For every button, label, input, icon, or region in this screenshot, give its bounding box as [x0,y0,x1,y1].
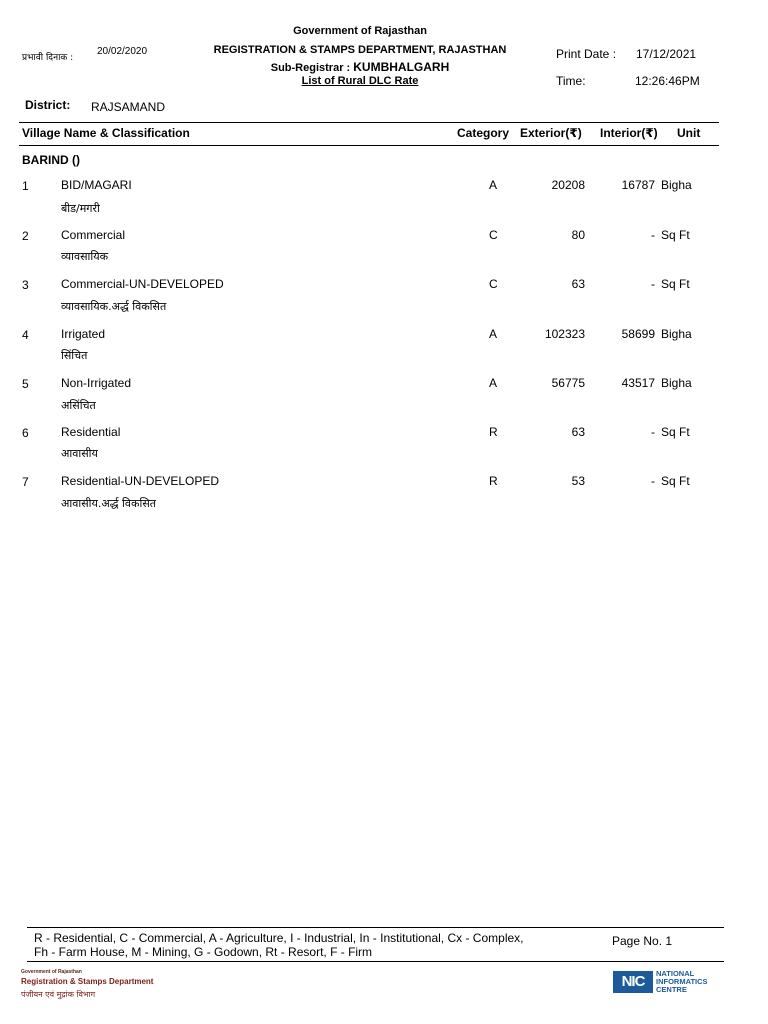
nic-line-3: CENTRE [656,985,687,994]
subregistrar-value: KUMBHALGARH [353,60,450,74]
table-row [0,228,768,273]
department-title: REGISTRATION & STAMPS DEPARTMENT, RAJASTHAN [213,44,507,56]
legend-line-1: R - Residential, C - Commercial, A - Agriculture, I - Industrial, In - Institutional, Cx - Complex, [34,931,524,945]
row-sno: 7 [22,475,29,489]
district-value: RAJSAMAND [91,100,166,114]
nic-mark: NIC [613,971,653,993]
row-name-hindi: असिंचित [61,399,96,412]
row-category: C [489,277,498,291]
col-interior: Interior(₹) [600,126,658,140]
row-exterior: 20208 [551,178,585,192]
row-exterior: 63 [571,277,585,291]
logo-dept-text: Registration & Stamps Department [21,977,154,986]
table-row [0,327,768,372]
district-label: District: [25,98,71,112]
col-category: Category [457,126,510,140]
time-value: 12:26:46PM [635,74,700,88]
row-interior: 58699 [621,327,655,341]
table-row [0,178,768,223]
print-date-value: 17/12/2021 [636,47,697,61]
row-interior: - [651,425,655,439]
village-group: BARIND () [22,153,80,167]
row-name: Commercial [61,228,126,242]
row-exterior: 56775 [551,376,585,390]
row-category: C [489,228,498,242]
page-value: 1 [665,934,673,948]
table-header-rule [19,145,719,146]
row-category: A [489,376,498,390]
row-unit: Bigha [661,178,692,192]
table-row [0,277,768,322]
row-name: Commercial-UN-DEVELOPED [61,277,224,291]
row-name: Residential [61,425,121,439]
row-sno: 6 [22,426,29,440]
row-name-hindi: सिंचित [61,349,88,362]
footer-top-rule [27,927,724,928]
row-unit: Sq Ft [661,425,690,439]
row-exterior: 53 [571,474,585,488]
list-title: List of Rural DLC Rate [301,75,419,87]
page-number [612,934,672,948]
nic-line-2: INFORMATICS [656,977,708,986]
row-sno: 2 [22,229,29,243]
col-exterior: Exterior(₹) [520,126,582,140]
row-name: BID/MAGARI [61,178,132,192]
row-name-hindi: व्यावसायिक [61,250,109,263]
row-interior: - [651,277,655,291]
row-unit: Bigha [661,327,692,341]
row-name-hindi: आवासीय.अर्द्ध विकसित [61,497,157,510]
footer-bottom-rule [27,961,724,962]
row-interior: 43517 [621,376,655,390]
row-interior: - [651,474,655,488]
logo-dept-hindi: पंजीयन एवं मुद्रांक विभाग [21,990,96,999]
legend-line-2: Fh - Farm House, M - Mining, G - Godown, Rt - Resort, F - Firm [34,945,373,959]
row-exterior: 102323 [544,327,585,341]
row-interior: - [651,228,655,242]
table-row [0,474,768,519]
row-interior: 16787 [621,178,655,192]
row-category: R [489,425,498,439]
row-sno: 3 [22,278,29,292]
subregistrar [150,60,570,74]
effective-date-value: 20/02/2020 [97,46,148,57]
page-label: Page No. [612,934,663,948]
row-unit: Sq Ft [661,277,690,291]
row-unit: Sq Ft [661,228,690,242]
col-unit: Unit [677,126,701,140]
government-title: Government of Rajasthan [293,25,427,37]
subregistrar-label: Sub-Registrar : [270,62,351,74]
logo-govt-text: Government of Rajasthan [21,969,82,975]
nic-text [656,970,708,994]
row-unit: Bigha [661,376,692,390]
print-date-label: Print Date : [556,47,617,61]
row-category: A [489,327,498,341]
table-top-rule [19,122,719,123]
col-village: Village Name & Classification [22,126,190,140]
row-category: A [489,178,498,192]
row-name-hindi: आवासीय [61,447,98,460]
table-row [0,376,768,421]
row-name: Non-Irrigated [61,376,132,390]
table-row [0,425,768,470]
row-sno: 1 [22,179,29,193]
row-name: Residential-UN-DEVELOPED [61,474,220,488]
row-name: Irrigated [61,327,106,341]
time-label: Time: [556,74,586,88]
effective-date-label: प्रभावी दिनाक : [22,53,74,63]
row-sno: 4 [22,328,29,342]
row-name-hindi: बीड/मगरी [61,202,100,215]
row-unit: Sq Ft [661,474,690,488]
row-exterior: 63 [571,425,585,439]
row-name-hindi: व्यावसायिक.अर्द्ध विकसित [61,300,167,313]
nic-line-1: NATIONAL [656,969,695,978]
row-exterior: 80 [571,228,585,242]
row-sno: 5 [22,377,29,391]
row-category: R [489,474,498,488]
